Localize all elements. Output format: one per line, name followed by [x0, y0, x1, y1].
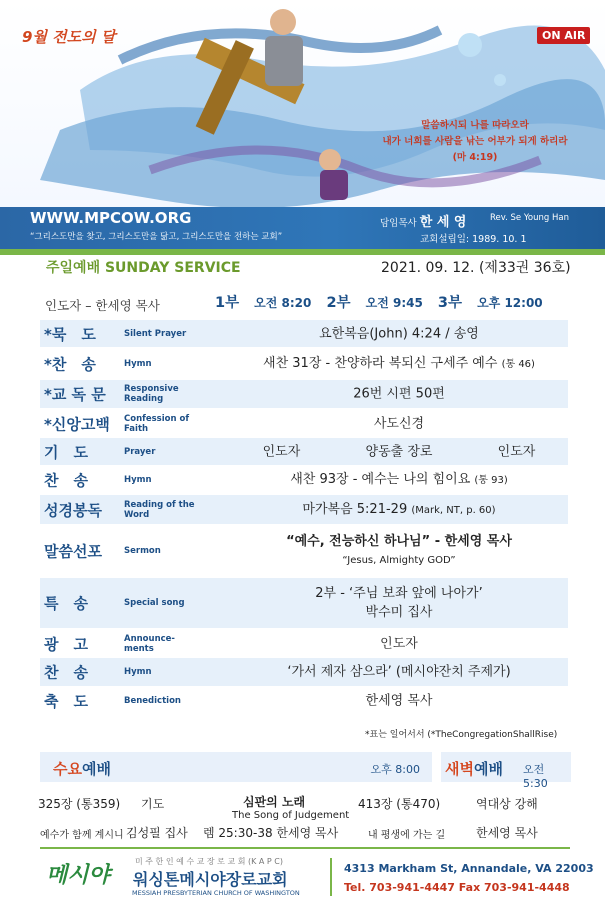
- sermon-title: “예수, 전능하신 하나님” - 한세영 목사: [286, 534, 512, 549]
- order-label-en: Silent Prayer: [124, 328, 187, 339]
- header-divider: [0, 249, 605, 255]
- wednesday-service-title: 수요예배: [53, 760, 111, 778]
- order-content: 요한복음(John) 4:24 / 송영: [319, 326, 479, 341]
- wednesday-opening-hymn: 예수가 함께 계시니: [40, 830, 124, 841]
- order-row-sermon: [40, 526, 568, 576]
- order-content: 새찬 93장 - 예수는 나의 힘이요 (통 93): [290, 472, 508, 487]
- order-label-en: Hymn: [124, 358, 152, 369]
- order-label-en: Prayer: [124, 446, 156, 457]
- order-label: *교 독 문: [44, 385, 106, 404]
- verse-line: 내가 너희를 사람을 낚는 어부가 되게 하리라: [382, 136, 568, 147]
- order-row-responsive-reading: [40, 380, 568, 408]
- church-motto: “그리스도만을 찾고, 그리스도만을 닮고, 그리스도만을 전하는 교회”: [30, 232, 283, 242]
- wednesday-sermon-ref: 렘 25:30-38 한세영 목사: [203, 826, 339, 840]
- wednesday-sermon-title-en: The Song of Judgement: [232, 810, 350, 821]
- service-time-3: 3부 오후 12:00: [437, 295, 543, 311]
- order-label: 기 도: [44, 443, 88, 461]
- church-phone: Tel. 703-941-4447 Fax 703-941-4448: [344, 881, 570, 894]
- order-label-en: Hymn: [124, 475, 152, 485]
- order-row-hymn-1: [40, 349, 568, 378]
- pastor-name-en: Rev. Se Young Han: [490, 213, 569, 223]
- order-label: *찬 송: [44, 355, 96, 373]
- wednesday-sermon-title: 심판의 노래: [243, 795, 306, 809]
- footer-vertical-divider: [330, 858, 332, 896]
- order-row-confession: [40, 410, 568, 437]
- order-label: *신앙고백: [44, 415, 110, 433]
- banner: [0, 0, 605, 207]
- order-label-en: Sermon: [124, 546, 161, 556]
- church-name-en: MESSIAH PRESBYTERIAN CHURCH OF WASHINGTON: [132, 889, 300, 897]
- wednesday-service-time: 오후 8:00: [370, 763, 420, 776]
- order-label-en: Benediction: [124, 696, 181, 706]
- order-label: 특 송: [44, 594, 88, 613]
- wednesday-service-header: [40, 752, 432, 782]
- order-label-en: Reading of the Word: [124, 499, 195, 520]
- verse-line: 말씀하시되 나를 따라오라: [421, 120, 529, 131]
- church-logo: 메시야: [46, 863, 110, 888]
- banner-title: 9월 전도의 달: [22, 28, 116, 46]
- order-label-en: Announce-ments: [124, 633, 175, 654]
- order-content: 인도자 양동출 장로 인도자: [262, 444, 536, 459]
- wednesday-hymn-1: 325장 (통359): [38, 797, 121, 811]
- order-label-en: Confession of Faith: [124, 413, 190, 434]
- order-row-announcements: [40, 630, 568, 657]
- order-label: *묵 도: [44, 325, 96, 343]
- order-label-en: Responsive Reading: [124, 384, 179, 404]
- order-row-hymn-2: [40, 466, 568, 494]
- stand-note: *표는 일어서서 (*TheCongregationShallRise): [365, 730, 558, 740]
- church-name: 워싱톤메시야장로교회: [133, 870, 288, 889]
- order-label: 찬 송: [44, 663, 88, 682]
- order-label: 찬 송: [44, 471, 88, 490]
- special-song-singer: 박수미 집사: [365, 605, 433, 620]
- pastor-label: 담임목사: [380, 218, 417, 229]
- order-content: 마가복음 5:21-29 (Mark, NT, p. 60): [302, 501, 496, 517]
- order-content: ‘가서 제자 삼으라’ (메시야잔치 주제가): [287, 664, 511, 680]
- dawn-text: 역대상 강해: [476, 797, 538, 811]
- order-row-special-song: [40, 578, 568, 628]
- order-content: [230, 584, 568, 622]
- wednesday-prayer-label: 기도: [141, 797, 165, 811]
- order-label: 축 도: [44, 692, 88, 711]
- service-time-2: 2부 오전 9:45: [326, 295, 423, 311]
- special-song-title: 2부 - ‘주님 보좌 앞에 나아가’: [315, 586, 483, 601]
- order-label: 광 고: [44, 635, 88, 653]
- order-label-en: Special song: [124, 598, 185, 608]
- service-leader: 인도자 – 한세영 목사: [45, 298, 160, 313]
- wednesday-prayer-person: 김성필 집사: [126, 826, 188, 840]
- senior-pastor: [380, 211, 466, 230]
- dawn-service-time: 오전 5:30: [523, 763, 548, 790]
- order-row-prayer: [40, 438, 568, 465]
- denomination: 미 주 한 인 예 수 교 장 로 교 회 (K A P C): [135, 857, 283, 866]
- service-times: [215, 291, 553, 312]
- order-label-en: Hymn: [124, 667, 152, 677]
- footer-divider: [40, 847, 570, 849]
- dawn-service-header: [441, 752, 571, 790]
- service-time-1: 1부 오전 8:20: [215, 295, 312, 311]
- pastor-name: 한 세 영: [419, 215, 467, 230]
- order-content: 새찬 31장 - 찬양하라 복되신 구세주 예수 (통 46): [263, 355, 535, 371]
- wednesday-hymn-2: 413장 (통470): [358, 797, 441, 811]
- order-content: 인도자: [380, 636, 418, 651]
- dawn-preacher: 한세영 목사: [476, 826, 538, 840]
- order-row-hymn-3: [40, 658, 568, 686]
- banner-verse: [350, 118, 600, 166]
- wednesday-closing-hymn: 내 평생에 가는 길: [368, 830, 446, 841]
- sunday-service-title: 주일예배 SUNDAY SERVICE: [46, 260, 241, 276]
- on-air-badge: ON AIR: [537, 27, 590, 44]
- order-content: 사도신경: [373, 416, 425, 431]
- verse-reference: (마 4:19): [452, 152, 498, 163]
- order-content: 한세영 목사: [365, 693, 433, 709]
- sermon-title-en: “Jesus, Almighty GOD”: [342, 555, 456, 566]
- dawn-service-title: 새벽예배: [445, 760, 503, 778]
- service-date: 2021. 09. 12. (제33권 36호): [381, 260, 571, 276]
- order-label: 말씀선포: [44, 542, 102, 561]
- church-address: 4313 Markham St, Annandale, VA 22003: [344, 862, 594, 875]
- founded-date: 교회설립일: 1989. 10. 1: [420, 234, 527, 245]
- order-row-scripture: [40, 495, 568, 524]
- order-row-silent-prayer: [40, 320, 568, 347]
- website-link[interactable]: WWW.MPCOW.ORG: [30, 209, 192, 227]
- order-label: 성경봉독: [44, 501, 102, 519]
- order-content: [230, 532, 568, 570]
- order-row-benediction: [40, 687, 568, 715]
- order-content: 26번 시편 50편: [353, 386, 445, 402]
